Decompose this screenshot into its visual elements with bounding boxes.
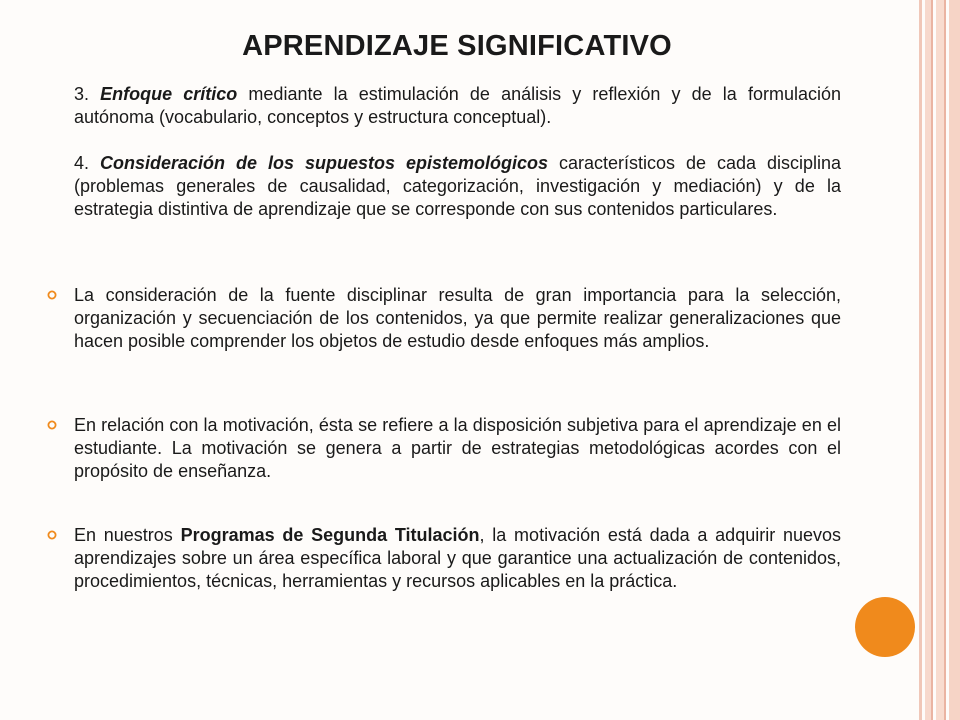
item-4-text: característicos de cada disciplina (problemas generales de causalidad, categorización, investigación y mediación) y de la estrategia distintiva de aprendizaje que se corresponde con sus contenidos particulares. [74, 153, 841, 219]
bullet-text: La consideración de la fuente disciplinar resulta de gran importancia para la selección, organización y secuenciación de los contenidos, ya que permite realizar generalizaciones que hacen posible comprender los objetos de estudio desde enfoques más amplios. [74, 285, 841, 351]
item-4-number: 4. [74, 153, 90, 173]
bullet-marker-icon [47, 290, 57, 300]
bullet-paragraph [74, 524, 841, 593]
bullet-bold-term: Programas de Segunda Titulación [180, 525, 480, 545]
item-3-number: 3. [74, 84, 90, 104]
bullet-marker-icon [47, 420, 57, 430]
bullet-paragraph [74, 284, 841, 353]
decorative-stripe [944, 0, 946, 720]
decorative-stripe [949, 0, 960, 720]
item-4-term: Consideración de los supuestos epistemológicos [100, 153, 548, 173]
item-3-text: mediante la estimulación de análisis y reflexión y de la formulación autónoma (vocabulario, conceptos y estructura conceptual). [74, 84, 841, 127]
decorative-stripe [919, 0, 922, 720]
bullet-marker-icon [47, 530, 57, 540]
slide-title: APRENDIZAJE SIGNIFICATIVO [242, 30, 672, 62]
bullet-paragraph [74, 414, 841, 483]
decorative-circle [855, 597, 915, 657]
item-3-term: Enfoque crítico [100, 84, 238, 104]
decorative-stripe [931, 0, 933, 720]
bullet-text: En relación con la motivación, ésta se refiere a la disposición subjetiva para el aprendizaje en el estudiante. La motivación se genera a partir de estrategias metodológicas acordes con el propósito de enseñanza. [74, 415, 841, 481]
item-3-paragraph [74, 83, 841, 129]
decorative-stripe [936, 0, 944, 720]
item-4-paragraph [74, 152, 841, 221]
bullet-text: , la motivación está dada a adquirir nuevos aprendizajes sobre un área específica laboral y que garantice una actualización de contenidos, procedimientos, técnicas, herramientas y recursos aplicables en la práctica. [74, 525, 841, 591]
bullet-prefix: En nuestros [74, 525, 181, 545]
